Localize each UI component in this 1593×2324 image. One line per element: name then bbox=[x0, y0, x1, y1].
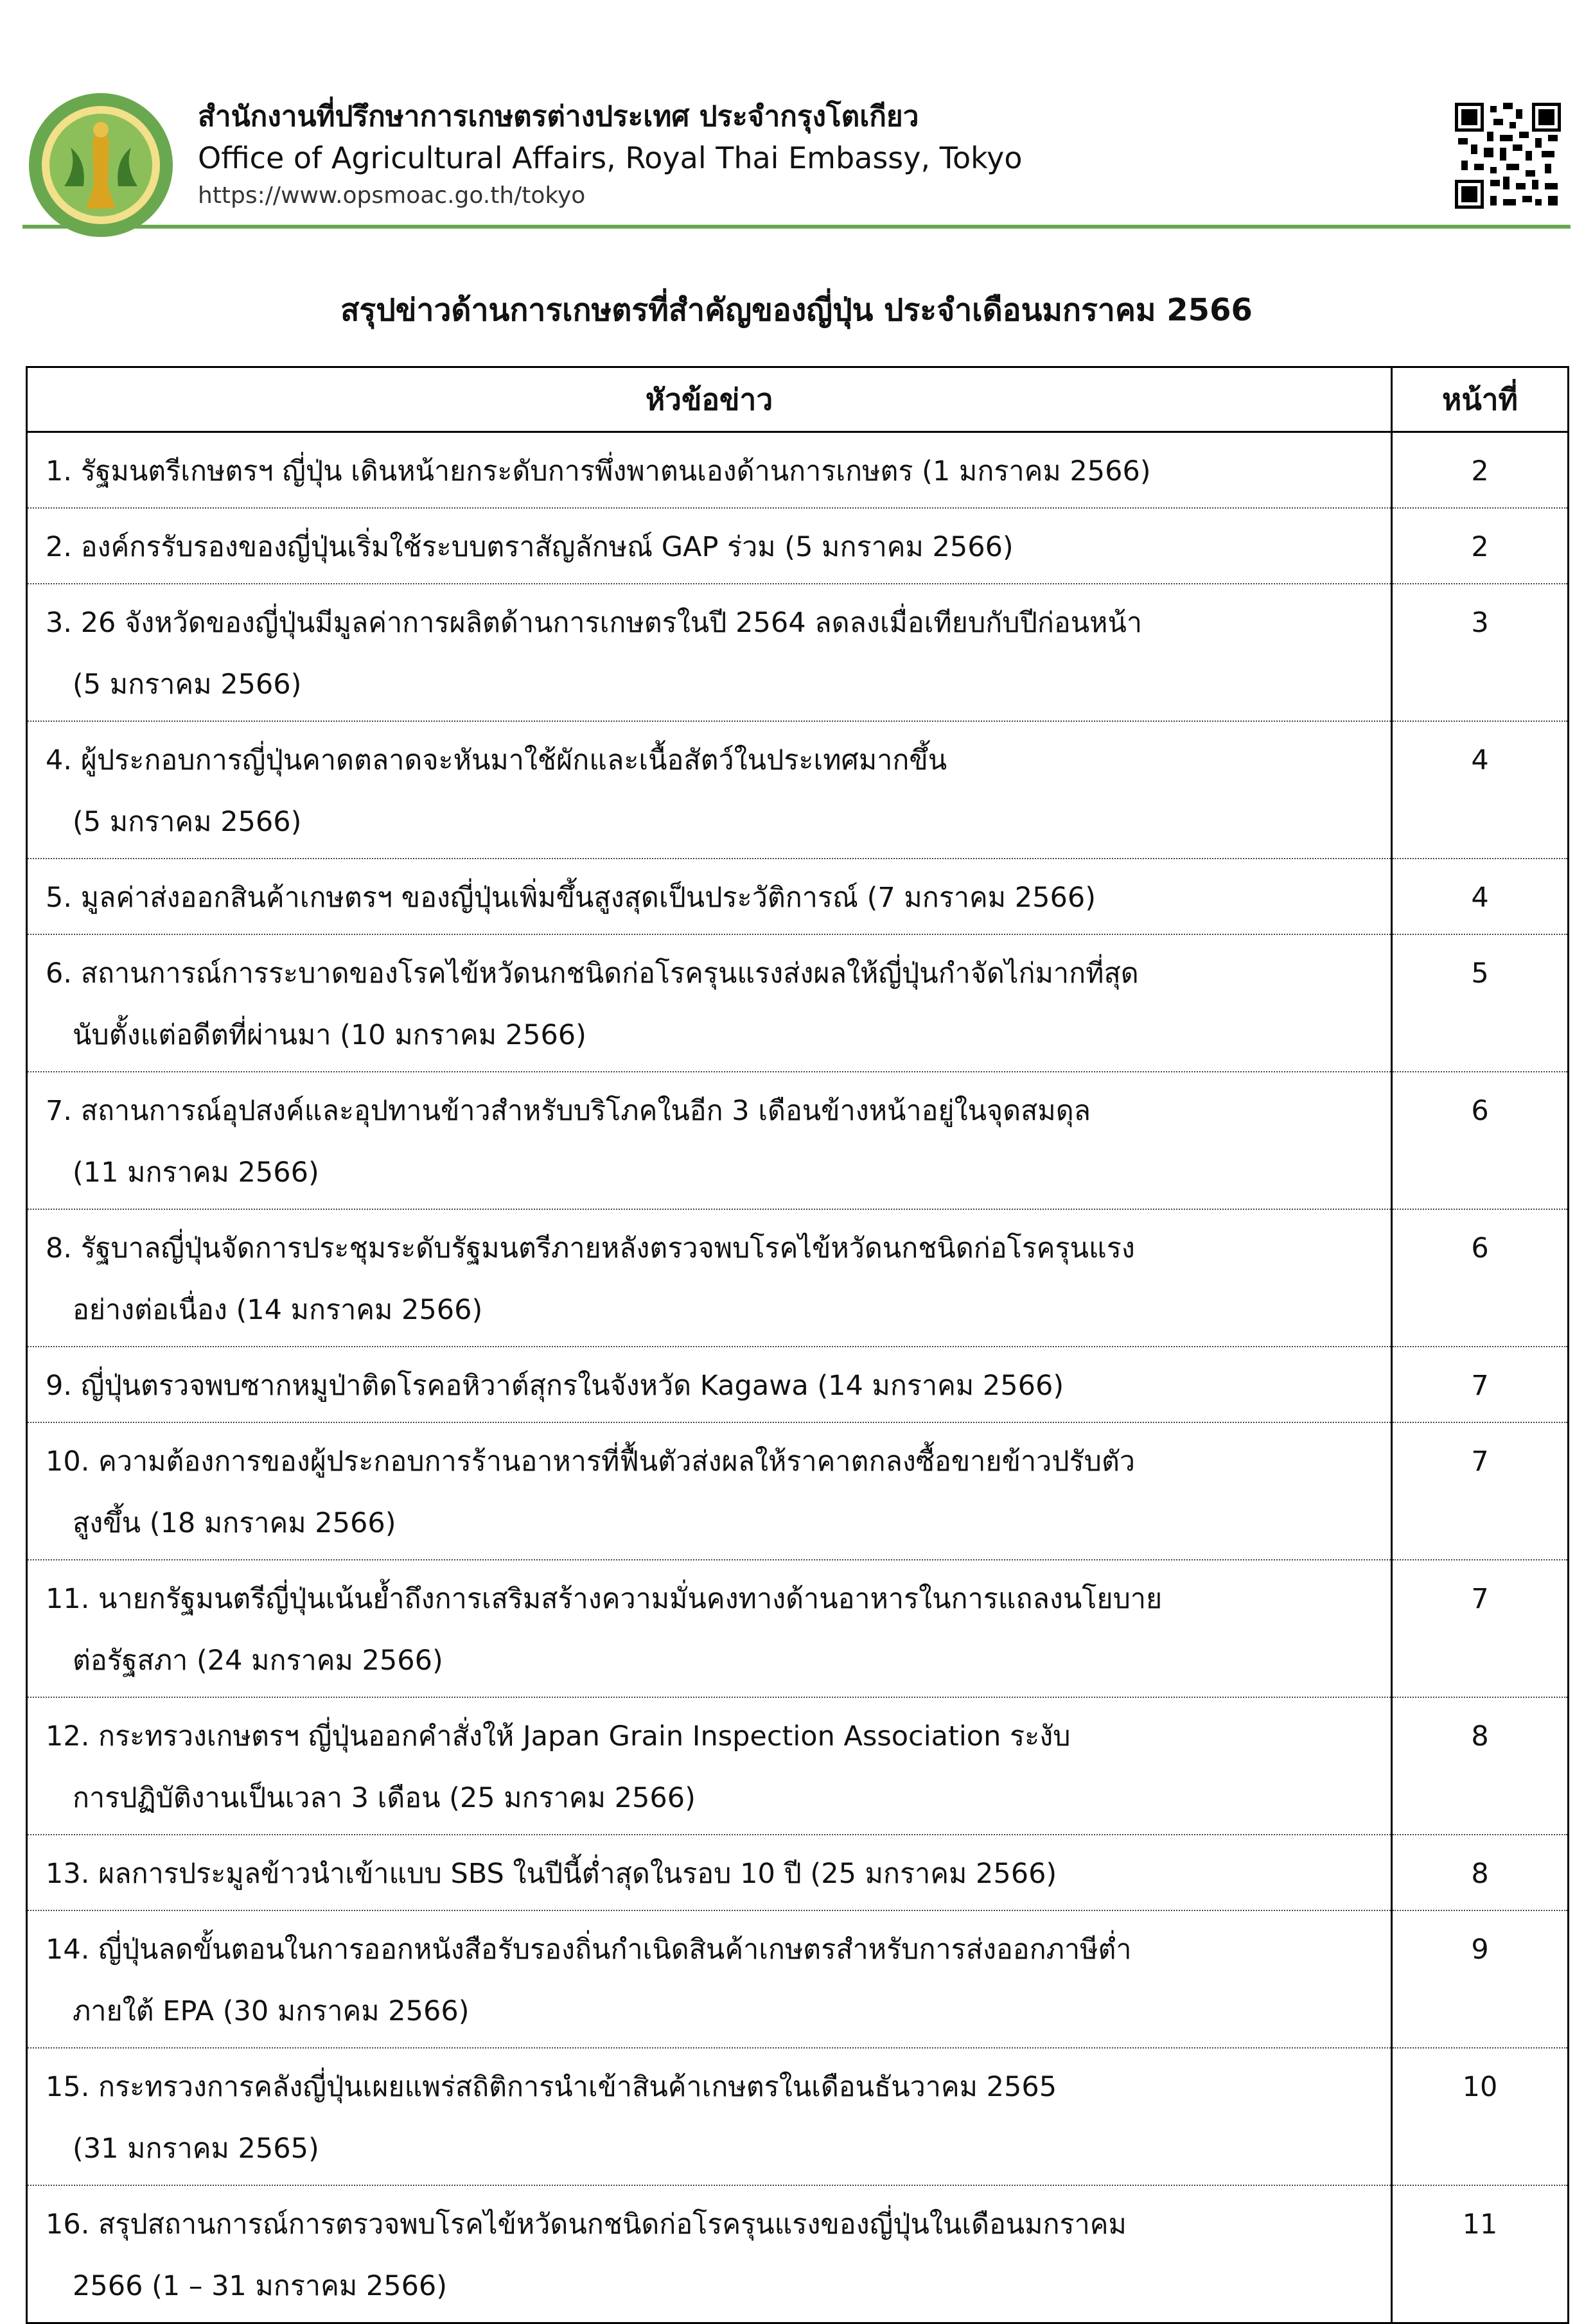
column-header-page: หน้าที่ bbox=[1392, 367, 1569, 432]
page-number: 9 bbox=[1471, 1934, 1489, 1966]
page-title: สรุปข่าวด้านการเกษตรที่สำคัญของญี่ปุ่น ประจำเดือนมกราคม 2566 bbox=[340, 292, 1253, 328]
page-number-cell bbox=[1392, 1072, 1569, 1209]
page-number-cell bbox=[1392, 2048, 1569, 2185]
news-topic-text: 7. สถานการณ์อุปสงค์และอุปทานข้าวสำหรับบริโภคในอีก 3 เดือนข้างหน้าอยู่ในจุดสมดุล bbox=[46, 1095, 1091, 1127]
table-row bbox=[27, 1697, 1569, 1835]
table-row bbox=[27, 1910, 1569, 2048]
qr-code-icon bbox=[1455, 103, 1561, 209]
table-row bbox=[27, 432, 1569, 509]
page-number-cell bbox=[1392, 1422, 1569, 1560]
page-number: 4 bbox=[1471, 744, 1489, 776]
organization-url[interactable]: https://www.opsmoac.go.th/tokyo bbox=[198, 182, 586, 209]
page-number: 8 bbox=[1471, 1858, 1489, 1890]
news-topic-continuation: 2566 (1 – 31 มกราคม 2566) bbox=[73, 2270, 448, 2302]
table-row bbox=[27, 1347, 1569, 1422]
news-topic-continuation: สูงขึ้น (18 มกราคม 2566) bbox=[73, 1507, 396, 1539]
page-number-cell bbox=[1392, 934, 1569, 1072]
page-number-cell bbox=[1392, 1347, 1569, 1422]
column-header-topic: หัวข้อข่าว bbox=[27, 367, 1392, 432]
page-number-cell bbox=[1392, 1697, 1569, 1835]
news-topic-cell bbox=[27, 2048, 1392, 2185]
news-topic-cell bbox=[27, 1697, 1392, 1835]
page-number: 5 bbox=[1471, 957, 1489, 990]
organization-block bbox=[198, 96, 1023, 213]
page-number-cell bbox=[1392, 584, 1569, 721]
table-row bbox=[27, 1560, 1569, 1697]
news-topic-text: 12. กระทรวงเกษตรฯ ญี่ปุ่นออกคำสั่งให้ Japan Grain Inspection Association ระงับ bbox=[46, 1720, 1071, 1752]
news-topic-text: 2. องค์กรรับรองของญี่ปุ่นเริ่มใช้ระบบตราสัญลักษณ์ GAP ร่วม (5 มกราคม 2566) bbox=[46, 531, 1014, 563]
news-topic-cell bbox=[27, 859, 1392, 934]
page-number: 4 bbox=[1471, 882, 1489, 914]
news-topic-continuation: ต่อรัฐสภา (24 มกราคม 2566) bbox=[73, 1645, 443, 1677]
organization-name-english: Office of Agricultural Affairs, Royal Thai Embassy, Tokyo bbox=[198, 141, 1023, 175]
news-topic-text: 5. มูลค่าส่งออกสินค้าเกษตรฯ ของญี่ปุ่นเพิ่มขึ้นสูงสุดเป็นประวัติการณ์ (7 มกราคม 2566) bbox=[46, 882, 1096, 914]
news-topic-text: 10. ความต้องการของผู้ประกอบการร้านอาหารที่ฟื้นตัวส่งผลให้ราคาตกลงซื้อขายข้าวปรับตัว bbox=[46, 1446, 1136, 1478]
news-topic-text: 1. รัฐมนตรีเกษตรฯ ญี่ปุ่น เดินหน้ายกระดับการพึ่งพาตนเองด้านการเกษตร (1 มกราคม 2566) bbox=[46, 455, 1151, 487]
page-number: 2 bbox=[1471, 531, 1489, 563]
news-topic-continuation: (11 มกราคม 2566) bbox=[73, 1157, 319, 1189]
table-row bbox=[27, 508, 1569, 584]
page-number-cell bbox=[1392, 508, 1569, 584]
news-topic-continuation: (5 มกราคม 2566) bbox=[73, 806, 302, 838]
news-topic-continuation: (31 มกราคม 2565) bbox=[73, 2133, 319, 2165]
page-number: 8 bbox=[1471, 1720, 1489, 1752]
news-topic-cell bbox=[27, 1560, 1392, 1697]
news-topic-cell bbox=[27, 1347, 1392, 1422]
table-row bbox=[27, 934, 1569, 1072]
page-number: 6 bbox=[1471, 1232, 1489, 1264]
table-body bbox=[27, 432, 1569, 2323]
page-number-cell bbox=[1392, 1209, 1569, 1347]
table-row bbox=[27, 1072, 1569, 1209]
table-row bbox=[27, 2048, 1569, 2185]
page-number-cell bbox=[1392, 1560, 1569, 1697]
news-topic-text: 3. 26 จังหวัดของญี่ปุ่นมีมูลค่าการผลิตด้านการเกษตรในปี 2564 ลดลงเมื่อเทียบกับปีก่อนหน้า bbox=[46, 607, 1143, 639]
news-topic-text: 15. กระทรวงการคลังญี่ปุ่นเผยแพร่สถิติการนำเข้าสินค้าเกษตรในเดือนธันวาคม 2565 bbox=[46, 2071, 1057, 2103]
news-topic-cell bbox=[27, 432, 1392, 509]
news-topic-continuation: ภายใต้ EPA (30 มกราคม 2566) bbox=[73, 1995, 470, 2027]
table-row bbox=[27, 2185, 1569, 2323]
page-number: 11 bbox=[1462, 2208, 1498, 2241]
news-summary-table bbox=[26, 366, 1569, 2324]
organization-name-thai: สำนักงานที่ปรึกษาการเกษตรต่างประเทศ ประจำกรุงโตเกียว bbox=[198, 100, 919, 133]
news-topic-cell bbox=[27, 934, 1392, 1072]
letterhead bbox=[26, 77, 1567, 231]
table-row bbox=[27, 1422, 1569, 1560]
news-topic-cell bbox=[27, 2185, 1392, 2323]
news-topic-cell bbox=[27, 721, 1392, 859]
news-topic-text: 9. ญี่ปุ่นตรวจพบซากหมูป่าติดโรคอหิวาต์สุกรในจังหวัด Kagawa (14 มกราคม 2566) bbox=[46, 1370, 1064, 1402]
header-divider bbox=[22, 225, 1571, 229]
news-topic-cell bbox=[27, 1072, 1392, 1209]
news-topic-text: 8. รัฐบาลญี่ปุ่นจัดการประชุมระดับรัฐมนตรีภายหลังตรวจพบโรคไข้หวัดนกชนิดก่อโรครุนแรง bbox=[46, 1232, 1135, 1264]
page-number: 7 bbox=[1471, 1370, 1489, 1402]
page-number: 3 bbox=[1471, 607, 1489, 639]
page-number: 7 bbox=[1471, 1446, 1489, 1478]
news-topic-cell bbox=[27, 584, 1392, 721]
table-row bbox=[27, 584, 1569, 721]
page-number: 7 bbox=[1471, 1583, 1489, 1615]
page-number-cell bbox=[1392, 1835, 1569, 1910]
news-topic-text: 6. สถานการณ์การระบาดของโรคไข้หวัดนกชนิดก่อโรครุนแรงส่งผลให้ญี่ปุ่นกำจัดไก่มากที่สุด bbox=[46, 957, 1139, 990]
table-header-row bbox=[27, 367, 1569, 432]
news-topic-continuation: (5 มกราคม 2566) bbox=[73, 668, 302, 701]
page-number-cell bbox=[1392, 1910, 1569, 2048]
news-topic-cell bbox=[27, 1910, 1392, 2048]
page-number-cell bbox=[1392, 721, 1569, 859]
page-number-cell bbox=[1392, 432, 1569, 509]
news-topic-cell bbox=[27, 1422, 1392, 1560]
table-row bbox=[27, 721, 1569, 859]
page-number: 10 bbox=[1462, 2071, 1498, 2103]
news-topic-text: 13. ผลการประมูลข้าวนำเข้าแบบ SBS ในปีนี้ต่ำสุดในรอบ 10 ปี (25 มกราคม 2566) bbox=[46, 1858, 1057, 1890]
page-number-cell bbox=[1392, 859, 1569, 934]
news-topic-text: 14. ญี่ปุ่นลดขั้นตอนในการออกหนังสือรับรองถิ่นกำเนิดสินค้าเกษตรสำหรับการส่งออกภาษีต่ำ bbox=[46, 1934, 1132, 1966]
news-topic-continuation: นับตั้งแต่อดีตที่ผ่านมา (10 มกราคม 2566) bbox=[73, 1019, 586, 1051]
ministry-seal-icon bbox=[26, 90, 177, 241]
page-number: 2 bbox=[1471, 455, 1489, 487]
table-row bbox=[27, 859, 1569, 934]
table-row bbox=[27, 1835, 1569, 1910]
page-number: 6 bbox=[1471, 1095, 1489, 1127]
news-topic-text: 4. ผู้ประกอบการญี่ปุ่นคาดตลาดจะหันมาใช้ผักและเนื้อสัตว์ในประเทศมากขึ้น bbox=[46, 744, 947, 776]
news-topic-continuation: อย่างต่อเนื่อง (14 มกราคม 2566) bbox=[73, 1294, 483, 1326]
news-topic-continuation: การปฏิบัติงานเป็นเวลา 3 เดือน (25 มกราคม 2566) bbox=[73, 1782, 696, 1814]
news-topic-cell bbox=[27, 1209, 1392, 1347]
news-topic-text: 16. สรุปสถานการณ์การตรวจพบโรคไข้หวัดนกชนิดก่อโรครุนแรงของญี่ปุ่นในเดือนมกราคม bbox=[46, 2208, 1127, 2241]
table-row bbox=[27, 1209, 1569, 1347]
news-topic-text: 11. นายกรัฐมนตรีญี่ปุ่นเน้นย้ำถึงการเสริมสร้างความมั่นคงทางด้านอาหารในการแถลงนโยบาย bbox=[46, 1583, 1163, 1615]
news-topic-cell bbox=[27, 508, 1392, 584]
news-topic-cell bbox=[27, 1835, 1392, 1910]
page-number-cell bbox=[1392, 2185, 1569, 2323]
